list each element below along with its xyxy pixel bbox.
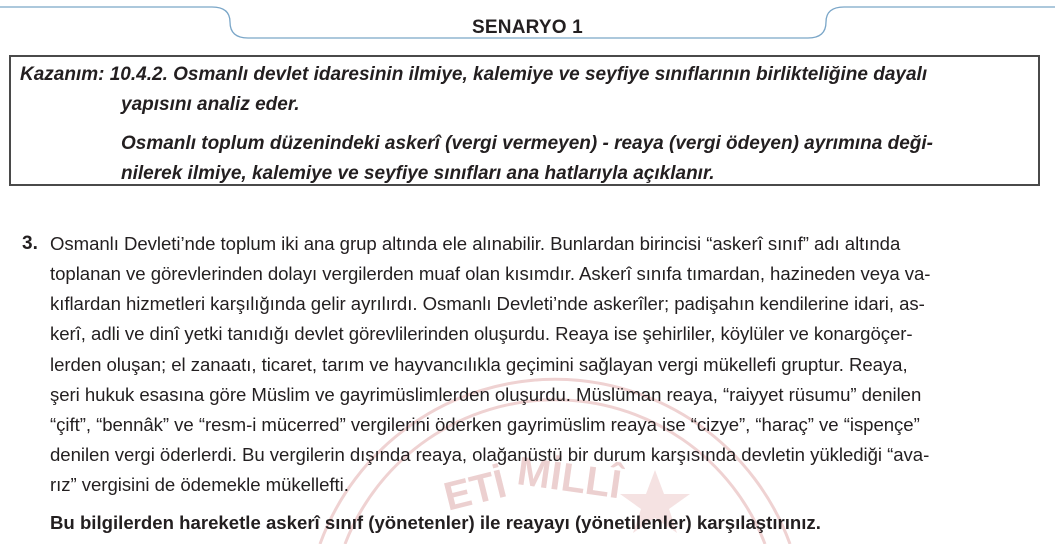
watermark-text: MİLLÎ (514, 449, 625, 508)
kazanim-label: Kazanım: 10.4.2. Osmanlı devlet idaresinin ilmiye, kalemiye ve seyfiye sınıflarının birlikteliğine dayalı (20, 64, 928, 85)
paragraph-line: rız” vergisini de ödemekle mükellefti. (50, 474, 349, 495)
page-title: SENARYO 1 (472, 17, 583, 38)
kazanim-line-4: nilerek ilmiye, kalemiye ve seyfiye sınıfları ana hatlarıyla açıklanır. (121, 163, 715, 184)
paragraph-line: lerden oluşan; el zanaatı, ticaret, tarım ve hayvancılıkla geçimini sağlayan vergi mükellefi gruptur. Reaya, (50, 354, 908, 375)
question-number: 3. (22, 233, 38, 254)
paragraph-line: Osmanlı Devleti’nde toplum iki ana grup altında ele alınabilir. Bunlardan birincisi “askerî sınıf” adı altında (50, 233, 901, 254)
paragraph-line: kerî, adli ve dinî yetki tanıdığı devlet görevlilerinden oluşurdu. Reaya ise şehirliler, köylüler ve konargöçer- (50, 323, 913, 344)
paragraph-line: kıflardan hizmetleri karşılığında gelir ayrılırdı. Osmanlı Devleti’nde askerîler; padişahın kendilerine idari, as- (50, 293, 925, 314)
kazanim-line-3: Osmanlı toplum düzenindeki askerî (vergi vermeyen) - reaya (vergi ödeyen) ayrımına deği- (121, 133, 933, 154)
paragraph-line: denilen vergi öderlerdi. Bu vergilerin dışında reaya, olağanüstü bir durum karşısında devletin yüklediği “ava- (50, 444, 930, 465)
paragraph-line: “çift”, “bennâk” ve “resm-i mücerred” vergilerini öderken gayrimüslim reaya ise “cizye”, “haraç” ve “ispençe” (50, 414, 920, 435)
paragraph-line: toplanan ve görevlerinden dolayı vergilerden muaf olan kısımdır. Askerî sınıfa tımardan, hazineden veya va- (50, 263, 931, 284)
question-prompt: Bu bilgilerden hareketle askerî sınıf (yönetenler) ile reayayı (yönetilenler) karşılaştırınız. (50, 512, 821, 533)
paragraph-line: şeri hukuk esasına göre Müslim ve gayrimüslimlerden oluşurdu. Müslüman reaya, “raiyyet rüsumu” denilen (50, 384, 922, 405)
kazanim-line-2: yapısını analiz eder. (121, 94, 300, 115)
svg-text:ETİ: ETİ (439, 461, 511, 520)
